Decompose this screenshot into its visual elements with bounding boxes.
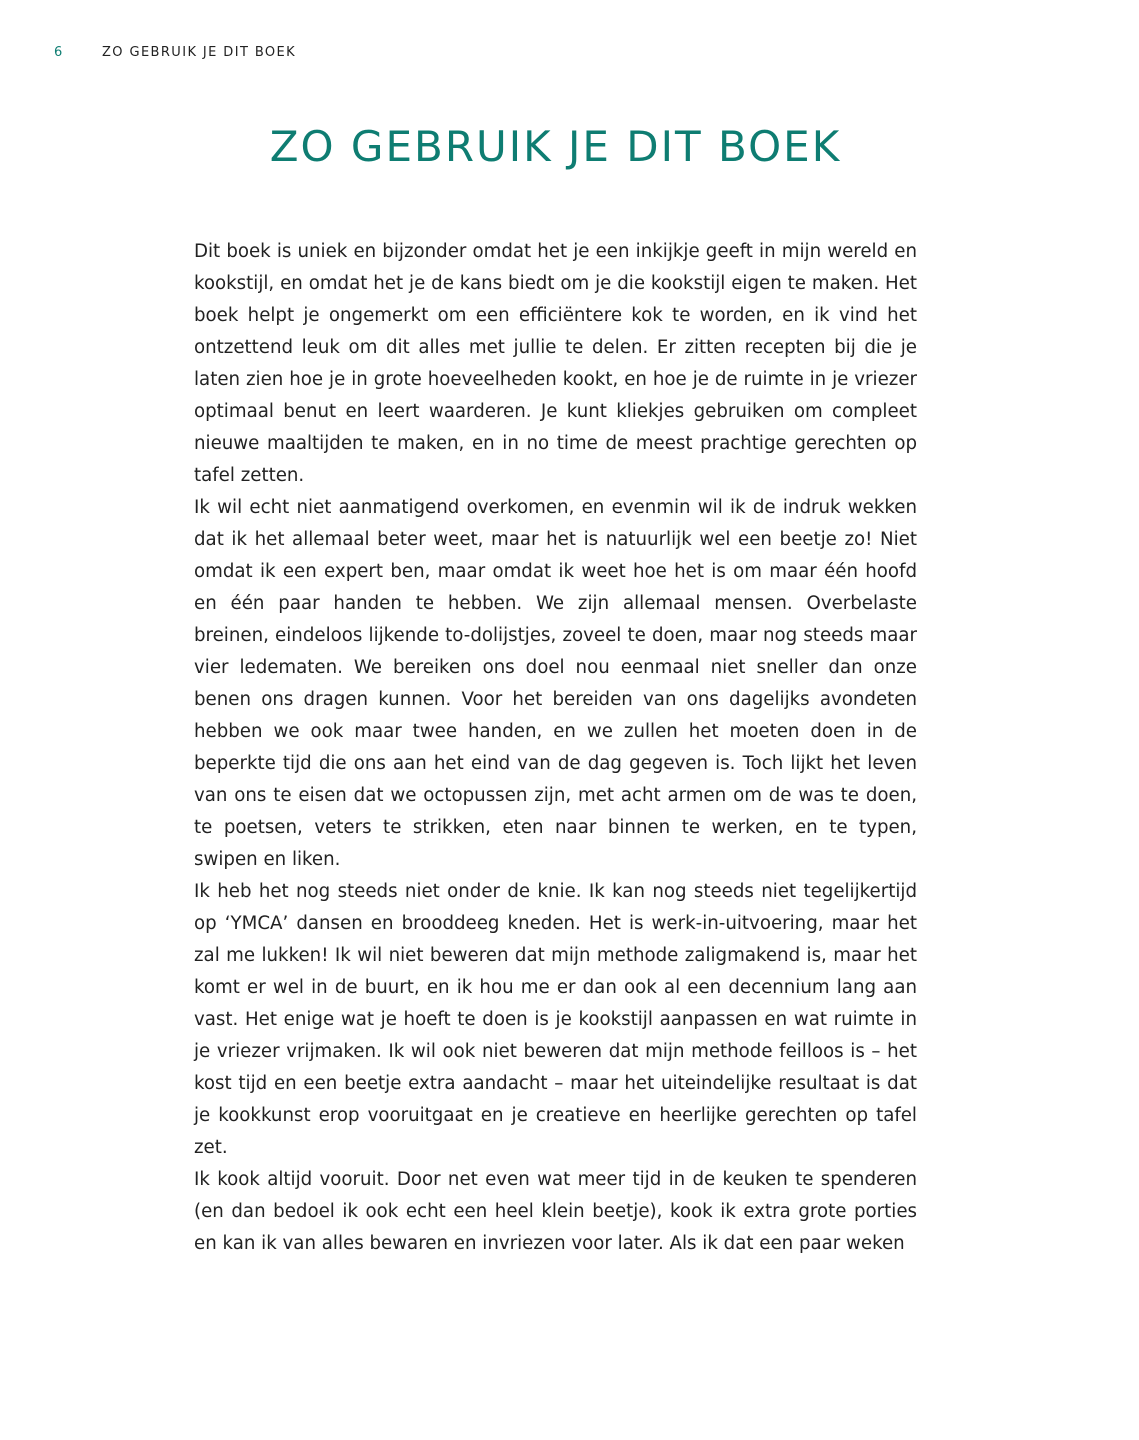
body-text xyxy=(194,236,917,1260)
page-number: 6 xyxy=(54,45,64,60)
running-header xyxy=(54,45,296,60)
running-title: ZO GEBRUIK JE DIT BOEK xyxy=(102,45,297,60)
paragraph: Ik kook altijd vooruit. Door net even wat meer tijd in de keuken te spenderen (en dan bedoel ik ook echt een heel klein beetje), kook ik extra grote porties en kan ik van alles bewaren en invriezen voor later. Als ik dat een paar weken xyxy=(194,1169,917,1254)
page-title: ZO GEBRUIK JE DIT BOEK xyxy=(269,122,842,171)
paragraph: Ik wil echt niet aanmatigend overkomen, en evenmin wil ik de indruk wekken dat ik het allemaal beter weet, maar het is natuurlijk wel een beetje zo! Niet omdat ik een expert ben, maar omdat ik weet hoe het is om maar één hoofd en één paar handen te hebben. We zijn allemaal mensen. Overbelaste breinen, eindeloos lijkende to-dolijstjes, zoveel te doen, maar nog steeds maar vier ledematen. We bereiken ons doel nou eenmaal niet sneller dan onze benen ons dragen kunnen. Voor het bereiden van ons dagelijks avondeten hebben we ook maar twee handen, en we zullen het moeten doen in de beperkte tijd die ons aan het eind van de dag gegeven is. Toch lijkt het leven van ons te eisen dat we octopussen zijn, met acht armen om de was te doen, te poetsen, veters te strikken, eten naar binnen te werken, en te typen, swipen en liken. xyxy=(194,497,917,870)
paragraph: Dit boek is uniek en bijzonder omdat het je een inkijkje geeft in mijn wereld en kookstijl, en omdat het je de kans biedt om je die kookstijl eigen te maken. Het boek helpt je ongemerkt om een efficiëntere kok te worden, en ik vind het ontzettend leuk om dit alles met jullie te delen. Er zitten recepten bij die je laten zien hoe je in grote hoeveelheden kookt, en hoe je de ruimte in je vriezer optimaal benut en leert waarderen. Je kunt kliekjes gebruiken om compleet nieuwe maaltijden te maken, en in no time de meest prachtige gerechten op tafel zetten. xyxy=(194,241,917,486)
paragraph: Ik heb het nog steeds niet onder de knie. Ik kan nog steeds niet tegelijkertijd op ‘YMCA’ dansen en brooddeeg kneden. Het is werk-in-uitvoering, maar het zal me lukken! Ik wil niet beweren dat mijn methode zaligmakend is, maar het komt er wel in de buurt, en ik hou me er dan ook al een decennium lang aan vast. Het enige wat je hoeft te doen is je kookstijl aanpassen en wat ruimte in je vriezer vrijmaken. Ik wil ook niet beweren dat mijn methode feilloos is – het kost tijd en een beetje extra aandacht – maar het uiteindelijke resultaat is dat je kookkunst erop vooruitgaat en je creatieve en heerlijke gerechten op tafel zet. xyxy=(194,881,917,1158)
